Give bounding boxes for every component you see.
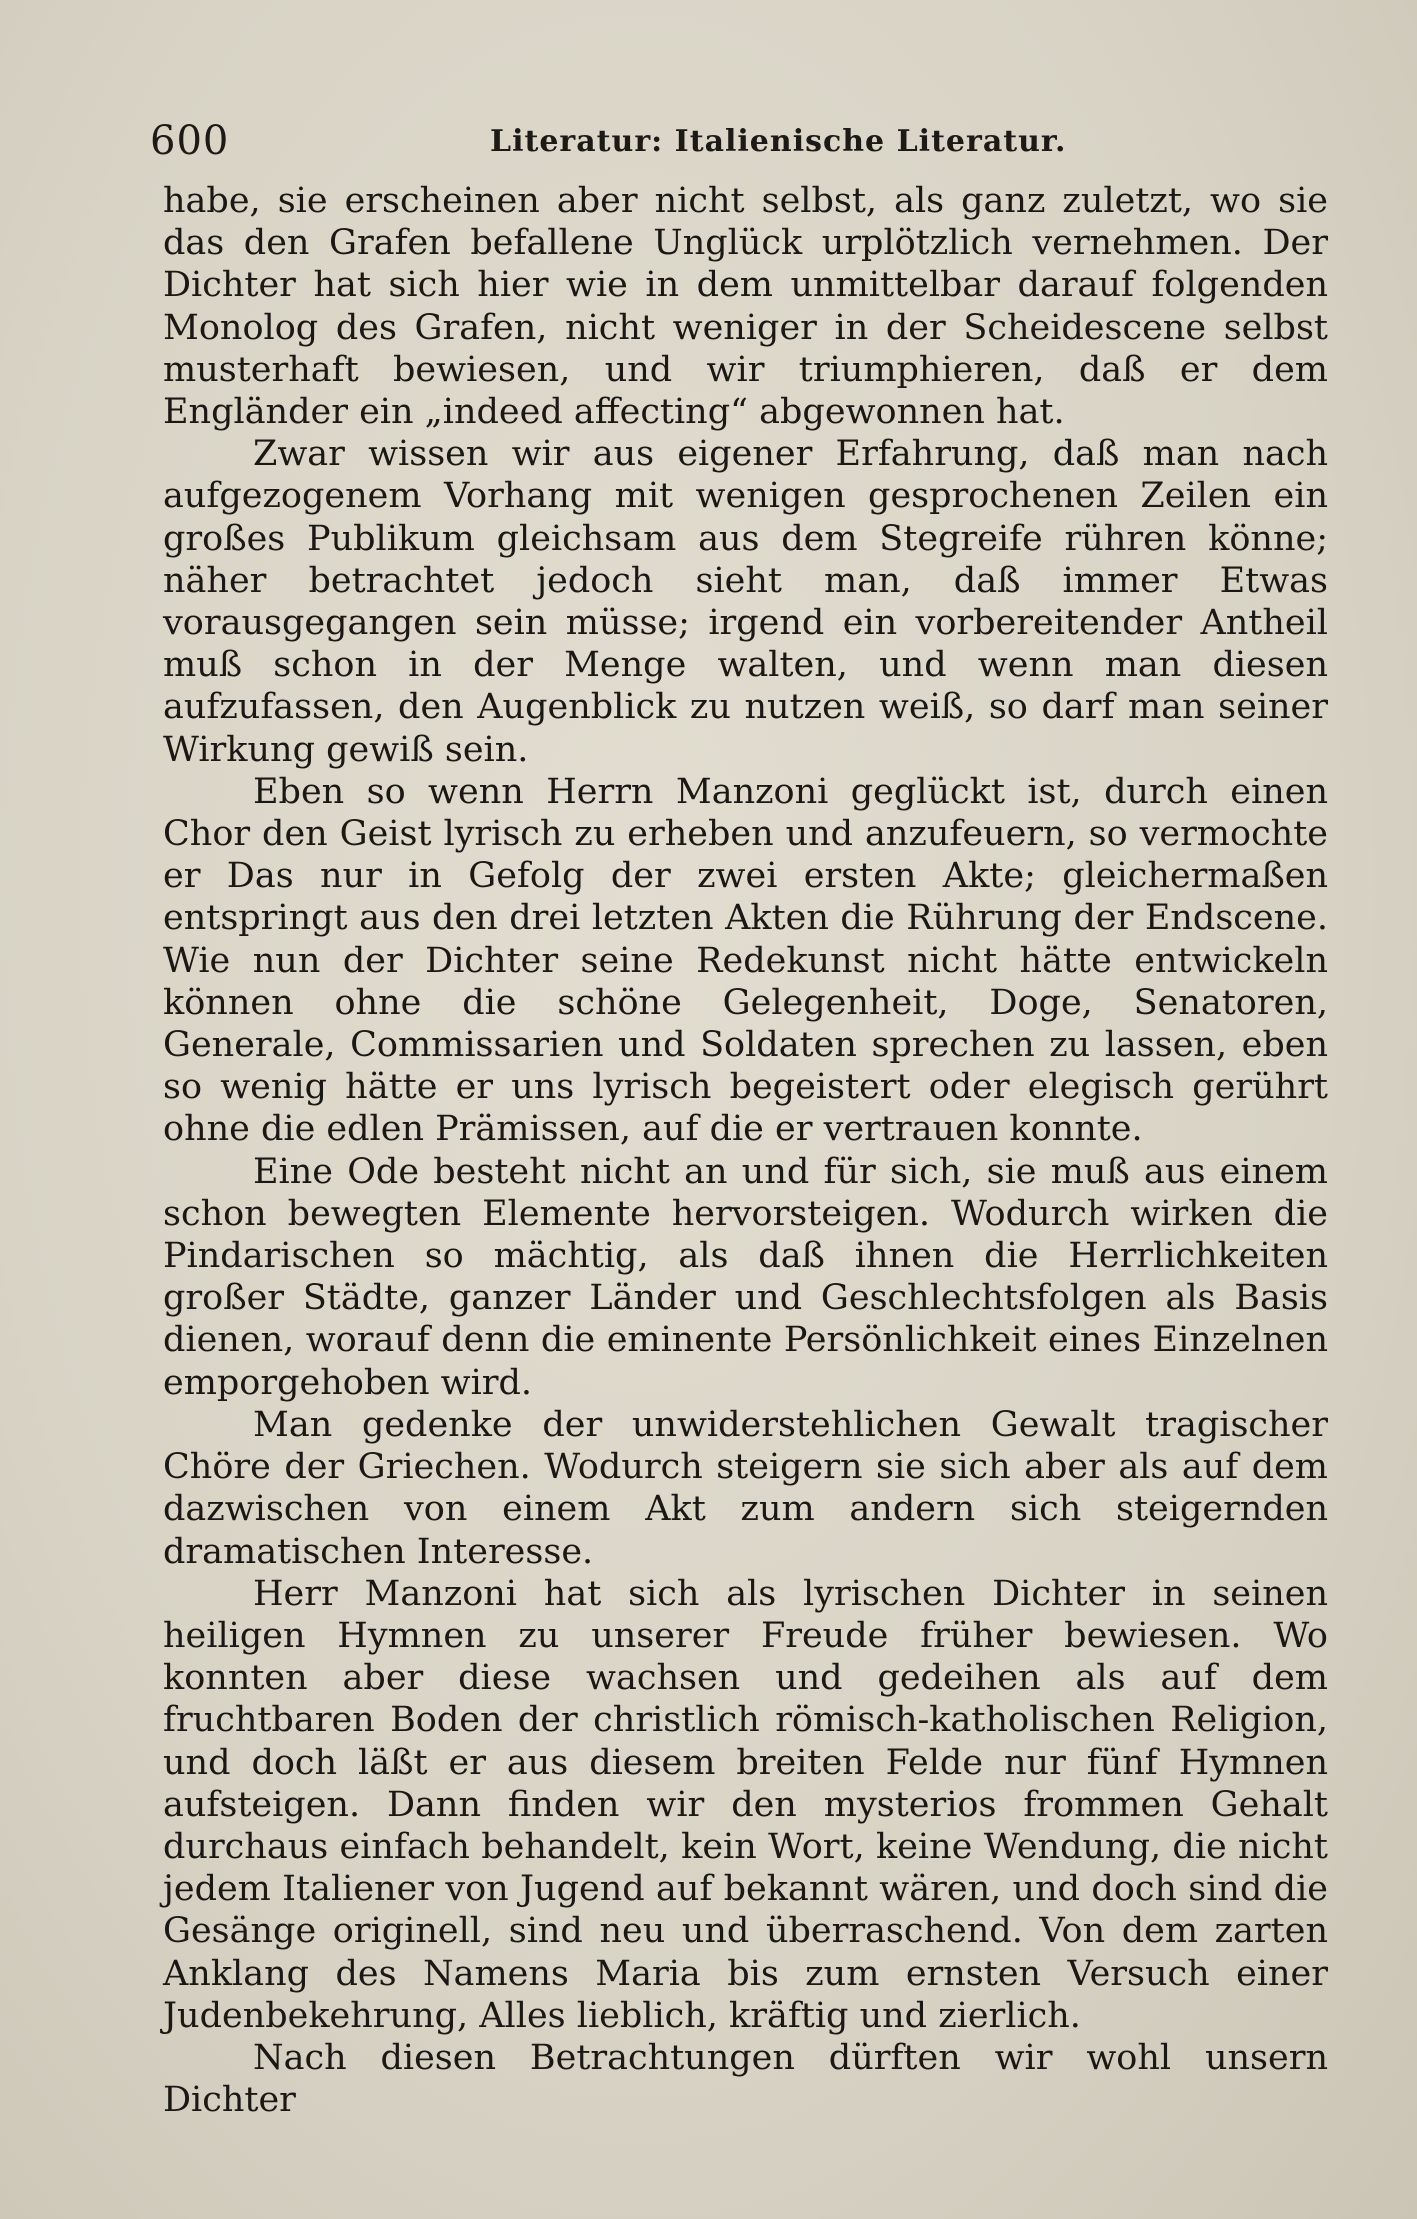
paragraph-2: Zwar wissen wir aus eigener Erfahrung, daß man nach aufgezogenem Vorhang mit wenigen gesprochenen Zeilen ein großes Publikum gleichsam aus dem Stegreife rühren könne; näher betrachtet jedoch sieht man, daß immer Etwas vorausgegangen sein müsse; irgend ein vorbereitender Antheil muß schon in der Menge walten, und wenn man diesen aufzufassen, den Augenblick zu nutzen weiß, so darf man seiner Wirkung gewiß sein. — [163, 434, 1328, 770]
running-head — [150, 118, 1330, 178]
paragraph-6: Herr Manzoni hat sich als lyrischen Dichter in seinen heiligen Hymnen zu unserer Freude früher bewiesen. Wo konnten aber diese wachsen und gedeihen als auf dem fruchtbaren Boden der christlich römisch-katholischen Religion, und doch läßt er aus diesem breiten Felde nur fünf Hymnen aufsteigen. Dann finden wir den mysterios frommen Gehalt durchaus einfach behandelt, kein Wort, keine Wendung, die nicht jedem Italiener von Jugend auf bekannt wären, und doch sind die Gesänge originell, sind neu und überraschend. Von dem zarten Anklang des Namens Maria bis zum ernsten Versuch einer Judenbekehrung, Alles lieblich, kräftig und zierlich. — [163, 1573, 1328, 2036]
paragraph-5: Man gedenke der unwiderstehlichen Gewalt tragischer Chöre der Griechen. Wodurch steigern sie sich aber als auf dem dazwischen von einem Akt zum andern sich steigernden dramatischen Interesse. — [163, 1404, 1328, 1572]
paragraph-3: Eben so wenn Herrn Manzoni geglückt ist, durch einen Chor den Geist lyrisch zu erheben und anzufeuern, so vermochte er Das nur in Gefolg der zwei ersten Akte; gleichermaßen entspringt aus den drei letzten Akten die Rührung der Endscene. Wie nun der Dichter seine Redekunst nicht hätte entwickeln können ohne die schöne Gelegenheit, Doge, Senatoren, Generale, Commissarien und Soldaten sprechen zu lassen, eben so wenig hätte er uns lyrisch begeistert oder elegisch gerührt ohne die edlen Prämissen, auf die er vertrauen konnte. — [163, 771, 1328, 1150]
running-title: Literatur: Italienische Literatur. — [490, 124, 1067, 159]
paragraph-4: Eine Ode besteht nicht an und für sich, sie muß aus einem schon bewegten Elemente hervorsteigen. Wodurch wirken die Pindarischen so mächtig, als daß ihnen die Herrlichkeiten großer Städte, ganzer Länder und Geschlechtsfolgen als Basis dienen, worauf denn die eminente Persönlichkeit eines Einzelnen emporgehoben wird. — [163, 1151, 1328, 1403]
page-number: 600 — [150, 118, 230, 164]
body-text — [163, 180, 1328, 2121]
paragraph-7: Nach diesen Betrachtungen dürften wir wohl unsern Dichter — [163, 2037, 1328, 2121]
paragraph-1: habe, sie erscheinen aber nicht selbst, als ganz zuletzt, wo sie das den Grafen befallene Unglück urplötzlich vernehmen. Der Dichter hat sich hier wie in dem unmittelbar darauf folgenden Monolog des Grafen, nicht weniger in der Scheidescene selbst musterhaft bewiesen, und wir triumphieren, daß er dem Engländer ein „indeed affecting“ abgewonnen hat. — [163, 181, 1328, 433]
